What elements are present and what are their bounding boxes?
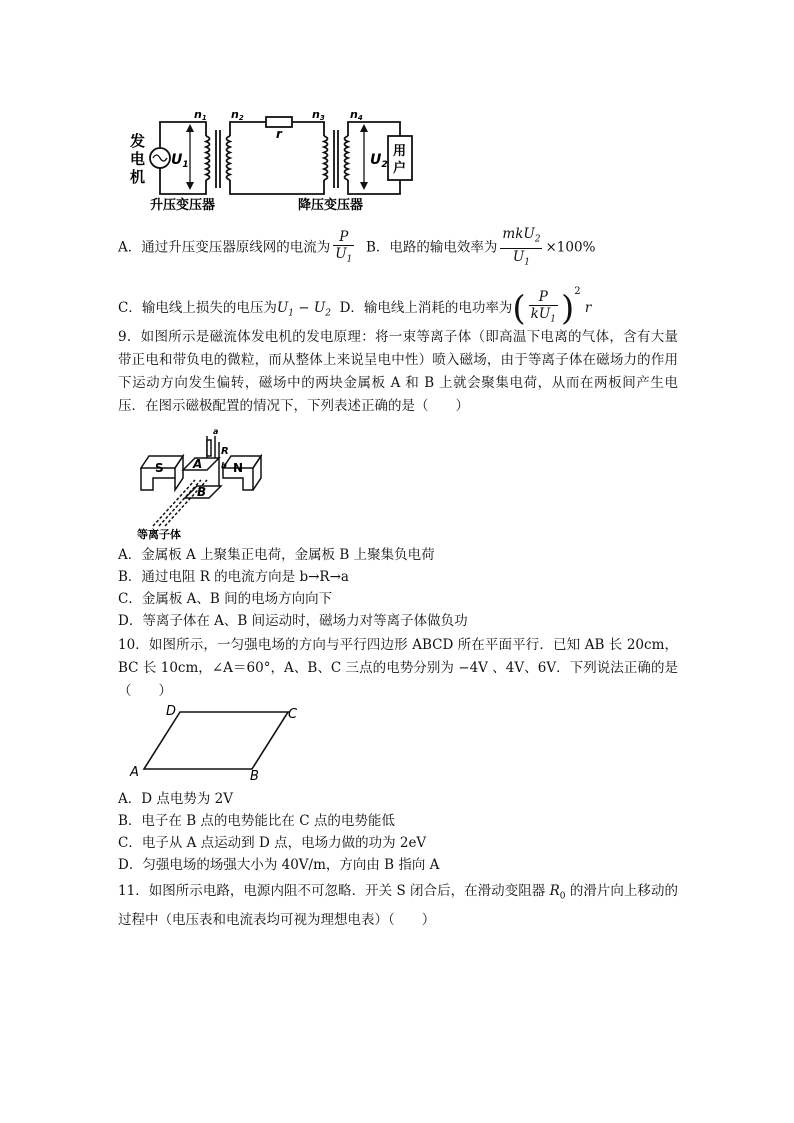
generator-label-3: 机	[130, 168, 146, 186]
q9-option-c: C．金属板 A、B 间的电场方向向下	[118, 591, 333, 607]
generator-label-1: 发	[130, 132, 146, 150]
q9-option-a: A．金属板 A 上聚集正电荷，金属板 B 上聚集负电荷	[118, 547, 435, 563]
vertex-b-label: B	[250, 769, 259, 782]
plate-b-label: B	[197, 485, 207, 499]
vertex-c-label: C	[288, 707, 298, 722]
magnet-n-label: N	[233, 461, 244, 475]
step-down-label: 降压变压器	[298, 198, 364, 213]
q8-options-cd: C．输电线上损失的电压为$U_1 - U_2$ D．输电线上消耗的电功率为( $\frac{P}{kU_1}$ )$^2$ r	[118, 286, 592, 329]
svg-text:U1: $U_1$	[171, 152, 189, 170]
q8-option-d-text: D．输电线上消耗的电功率为	[339, 300, 513, 316]
q8-option-d-fraction: $\frac{P}{kU_1}$	[530, 289, 556, 325]
q10-stem: 10．如图所示，一匀强电场的方向与平行四边形 ABCD 所在平面平行．已知 AB 长 20cm，BC 长 10cm，∠A＝60°，A、B、C 三点的电势分别为 −4V 、4V、6V．下列说法正确的是（ ）	[118, 637, 678, 699]
q8-options-ab	[118, 226, 595, 270]
svg-text:n4: n4	[350, 108, 363, 122]
user-label-2: 户	[393, 161, 407, 176]
vertex-a-label: A	[130, 765, 139, 780]
q8-option-b-fraction: $\frac{mkU_2}{U_1}$	[502, 226, 541, 268]
terminal-b-label: b	[221, 461, 227, 470]
n3-label: n	[312, 108, 320, 121]
q10-option-b: B．电子在 B 点的电势能比在 C 点的电势能低	[118, 813, 395, 829]
n4-label: n	[350, 108, 358, 121]
n1-label: n	[194, 108, 202, 121]
magnet-s-label: S	[155, 461, 164, 475]
terminal-a-label: a	[213, 428, 219, 436]
q8-option-a-fraction: $\frac{P}{U_1}$	[335, 228, 353, 265]
q8-option-a-text: A．通过升压变压器原线网的电流为	[118, 239, 331, 256]
q8-option-c-text: C．输电线上损失的电压为	[118, 300, 277, 316]
q9-stem: 9．如图所示是磁流体发电机的发电原理：将一束等离子体（即高温下电离的气体，含有大量带正电和带负电的微粒，而从整体上来说呈电中性）喷入磁场，由于等离子体在磁场力的作用下运动方向发生偏转，磁场中的两块金属板 A 和 B 上就会聚集电荷，从而在两板间产生电压．在图示磁极配置的情况下，下列表述正确的是（ ）	[118, 329, 678, 414]
q10-option-a: A．D 点电势为 2V	[118, 791, 233, 807]
transmission-circuit-figure	[128, 108, 428, 213]
q8-option-b-tail: ×100%	[545, 239, 596, 256]
mhd-generator-figure	[135, 428, 265, 540]
q10-option-d: D．匀强电场的场强大小为 40V/m，方向由 B 指向 A	[118, 857, 440, 873]
q8-option-c-expr: $U_1 - U_2$	[276, 300, 331, 319]
svg-text:n2: n2	[231, 108, 244, 122]
q9-option-b: B．通过电阻 R 的电流方向是 b→R→a	[118, 569, 349, 585]
q10-option-c: C．电子从 A 点运动到 D 点，电场力做的功为 2eV	[118, 835, 427, 851]
user-label-1: 用	[393, 144, 407, 159]
n2-label: n	[231, 108, 239, 121]
u1-label: U	[171, 152, 183, 168]
resistor-r	[266, 117, 292, 127]
svg-text:n1: n1	[194, 108, 207, 122]
r-label: r	[276, 127, 282, 141]
plate-a-label: A	[193, 457, 203, 471]
u2-label: U	[370, 152, 382, 168]
q11-stem: 11．如图所示电路，电源内阻不可忽略．开关 S 闭合后，在滑动变阻器 $R_0$ 的滑片向上移动的过程中（电压表和电流表均可视为理想电表）（ ）	[118, 883, 678, 928]
generator-label-2: 电	[130, 150, 146, 168]
q9-option-d: D．等离子体在 A、B 间运动时，磁场力对等离子体做负功	[118, 613, 468, 629]
parallelogram-figure	[128, 700, 308, 782]
resistor-r-label: R	[221, 446, 229, 457]
svg-text:U2: $U_2$	[370, 152, 388, 170]
q8-option-b-text: B．电路的输电效率为	[365, 239, 498, 256]
plasma-label: 等离子体	[137, 528, 181, 540]
svg-text:n3: n3	[312, 108, 325, 122]
vertex-d-label: D	[166, 704, 177, 719]
step-up-label: 升压变压器	[150, 198, 216, 213]
